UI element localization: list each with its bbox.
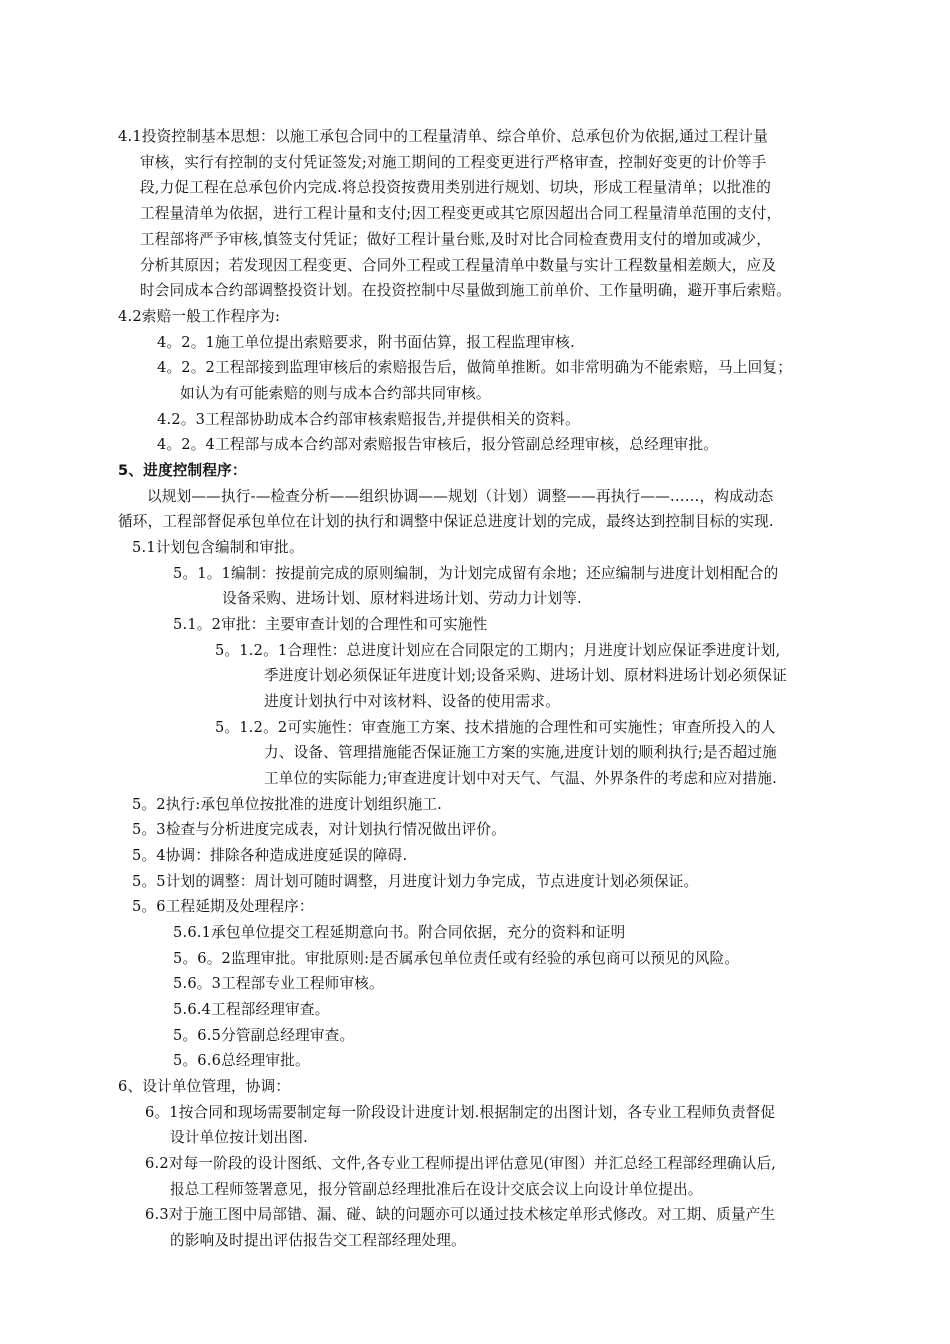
section-4-1-line-5: 工程部将严予审核,慎签支付凭证；做好工程计量台账,及时对比合同检查费用支付的增加或减少， [140,231,772,248]
item-5-3: 5。3检查与分析进度完成表，对计划执行情况做出评价。 [132,821,507,838]
item-5-5: 5。5计划的调整：周计划可随时调整，月进度计划力争完成，节点进度计划必须保证。 [132,873,699,890]
item-4-2-1: 4。2。1施工单位提出索赔要求，附书面估算，报工程监理审核. [157,334,575,351]
section-4-2-heading: 4.2索赔一般工作程序为: [118,308,281,325]
section-4-1-line-6: 分析其原因；若发现因工程变更、合同外工程或工程量清单中数量与实计工程数量相差颇大，应及 [140,257,777,274]
item-5-1-1-line-1: 5。1。1编制：按提前完成的原则编制，为计划完成留有余地；还应编制与进度计划相配合的 [173,565,779,582]
item-5-4: 5。4协调：排除各种造成进度延误的障碍. [132,847,408,864]
item-5-1-2-2-line-1: 5。1.2。2可实施性：审查施工方案、技术措施的合理性和可实施性；审查所投入的人 [215,719,776,736]
section-4-1-line-3: 段,力促工程在总承包价内完成.将总投资按费用类别进行规划、切块，形成工程量清单；以批准的 [140,179,772,196]
item-6-3-line-2: 的影响及时提出评估报告交工程部经理处理。 [170,1232,466,1249]
item-5-6-6: 5。6.6总经理审批。 [173,1052,310,1069]
item-5-6-2: 5。6。2监理审批。审批原则:是否属承包单位责任或有经验的承包商可以预见的风险。 [173,950,740,967]
item-5-6-4: 5.6.4工程部经理审查。 [173,1001,330,1018]
item-5-1: 5.1计划包含编制和审批。 [132,539,304,556]
item-5-1-2-1-line-1: 5。1.2。1合理性：总进度计划应在合同限定的工期内；月进度计划应保证季进度计划, [215,642,781,659]
item-4-2-2-line-2: 如认为有可能索赔的则与成本合约部共同审核。 [180,385,491,402]
item-6-1-line-1: 6。1按合同和现场需要制定每一阶段设计进度计划.根据制定的出图计划，各专业工程师负责督促 [145,1104,776,1121]
item-5-1-2-1-line-2: 季进度计划必须保证年进度计划;设备采购、进场计划、原材料进场计划必须保证 [264,667,787,684]
item-5-1-1-line-2: 设备采购、进场计划、原材料进场计划、劳动力计划等. [222,590,582,607]
section-5-intro-line-1: 以规划——执行-—检查分析——组织协调——规划（计划）调整——再执行——……，构成动态 [147,488,774,505]
section-4-1-line-1: 4.1投资控制基本思想：以施工承包合同中的工程量清单、综合单价、总承包价为依据,通过工程计量 [118,128,768,145]
item-5-2: 5。2执行:承包单位按批准的进度计划组织施工. [132,796,443,813]
item-6-2-line-2: 报总工程师签署意见，报分管副总经理批准后在设计交底会议上向设计单位提出。 [170,1181,703,1198]
section-6-heading: 6、设计单位管理，协调： [118,1078,291,1095]
item-4-2-2-line-1: 4。2。2工程部接到监理审核后的索赔报告后，做简单推断。如非常明确为不能索赔，马上回复； [157,359,793,376]
item-6-3-line-1: 6.3对于施工图中局部错、漏、碰、缺的问题亦可以通过技术核定单形式修改。对工期、质量产生 [145,1206,776,1223]
section-4-1-line-7: 时会同成本合约部调整投资计划。在投资控制中尽量做到施工前单价、工作量明确，避开事后索赔。 [140,282,791,299]
item-4-2-4: 4。2。4工程部与成本合约部对索赔报告审核后，报分管副总经理审核，总经理审批。 [157,436,719,453]
item-6-2-line-1: 6.2对每一阶段的设计图纸、文件,各专业工程师提出评估意见(审图）并汇总经工程部经理确认后, [145,1155,777,1172]
item-5-6-3: 5.6。3工程部专业工程师审核。 [173,975,384,992]
section-4-1-line-2: 审核，实行有控制的支付凭证签发;对施工期间的工程变更进行严格审查，控制好变更的计价等手 [140,154,767,171]
item-5-1-2-1-line-3: 进度计划执行中对该材料、设备的使用需求。 [264,693,560,710]
section-4-1-line-4: 工程量清单为依据，进行工程计量和支付;因工程变更或其它原因超出合同工程量清单范围的支付， [140,205,782,222]
section-5-intro-line-2: 循环，工程部督促承包单位在计划的执行和调整中保证总进度计划的完成，最终达到控制目标的实现. [118,513,774,530]
item-5-1-2: 5.1。2审批：主要审查计划的合理性和可实施性 [173,616,488,633]
item-5-6-5: 5。6.5分管副总经理审查。 [173,1027,355,1044]
item-5-1-2-2-line-2: 力、设备、管理措施能否保证施工方案的实施,进度计划的顺利执行;是否超过施 [264,744,777,761]
item-5-6: 5。6工程延期及处理程序： [132,898,314,915]
item-4-2-3: 4.2。3工程部协助成本合约部审核索赔报告,并提供相关的资料。 [157,411,580,428]
item-5-6-1: 5.6.1承包单位提交工程延期意向书。附合同依据，充分的资料和证明 [173,924,626,941]
item-5-1-2-2-line-3: 工单位的实际能力;审查进度计划中对天气、气温、外界条件的考虑和应对措施. [264,770,777,787]
section-5-heading: 5、进度控制程序： [118,462,247,479]
item-6-1-line-2: 设计单位按计划出图. [170,1129,308,1146]
